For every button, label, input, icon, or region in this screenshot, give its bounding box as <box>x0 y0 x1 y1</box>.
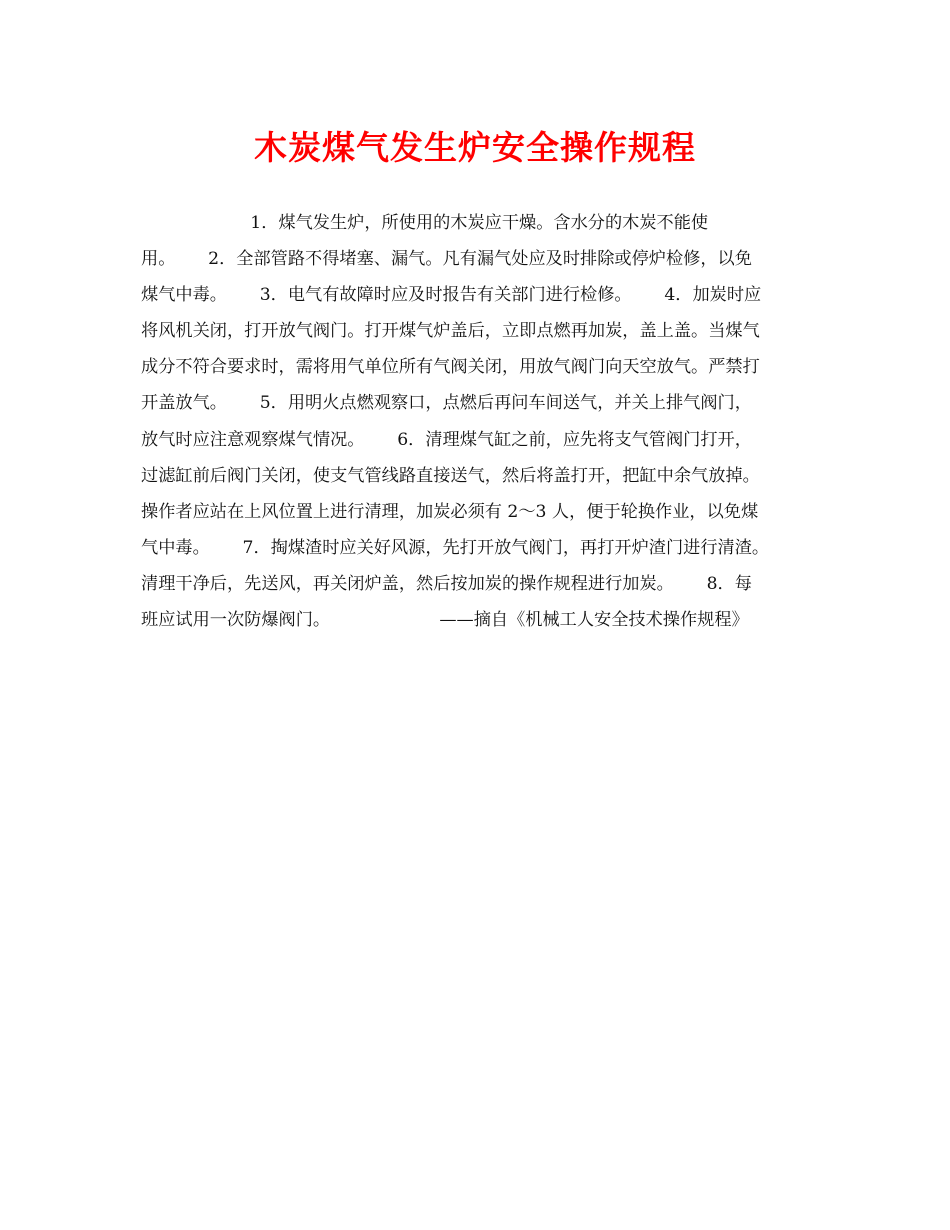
body-line: 放气时应注意观察煤气情况。 6．清理煤气缸之前，应先将支气管阀门打开， <box>141 429 752 450</box>
body-line: 用。 2．全部管路不得堵塞、漏气。凡有漏气处应及时排除或停炉检修，以免 <box>141 249 752 270</box>
body-line: 开盖放气。 5．用明火点燃观察口，点燃后再问车间送气，并关上排气阀门， <box>141 393 752 414</box>
body-line: 1．煤气发生炉，所使用的木炭应干燥。含水分的木炭不能使 <box>141 213 709 233</box>
body-line: 气中毒。 7．掏煤渣时应关好风源，先打开放气阀门，再打开炉渣门进行清渣。 <box>141 537 770 558</box>
document-title: 木炭煤气发生炉安全操作规程 <box>254 128 696 167</box>
body-line: 煤气中毒。 3．电气有故障时应及时报告有关部门进行检修。 4．加炭时应 <box>141 285 762 306</box>
document-body <box>141 205 831 638</box>
body-line: 过滤缸前后阀门关闭，使支气管线路直接送气，然后将盖打开，把缸中余气放掉。 <box>141 465 760 486</box>
body-line: 成分不符合要求时，需将用气单位所有气阀关闭，用放气阀门向天空放气。严禁打 <box>141 357 760 378</box>
body-line: 操作者应站在上风位置上进行清理，加炭必须有 2～3 人，便于轮换作业，以免煤 <box>141 501 759 522</box>
body-line: 将风机关闭，打开放气阀门。打开煤气炉盖后，立即点燃再加炭，盖上盖。当煤气 <box>141 321 760 342</box>
body-line: 清理干净后，先送风，再关闭炉盖，然后按加炭的操作规程进行加炭。 8．每 <box>141 573 752 594</box>
source-citation: 班应试用一次防爆阀门。 ——摘自《机械工人安全技术操作规程》 <box>141 610 749 631</box>
